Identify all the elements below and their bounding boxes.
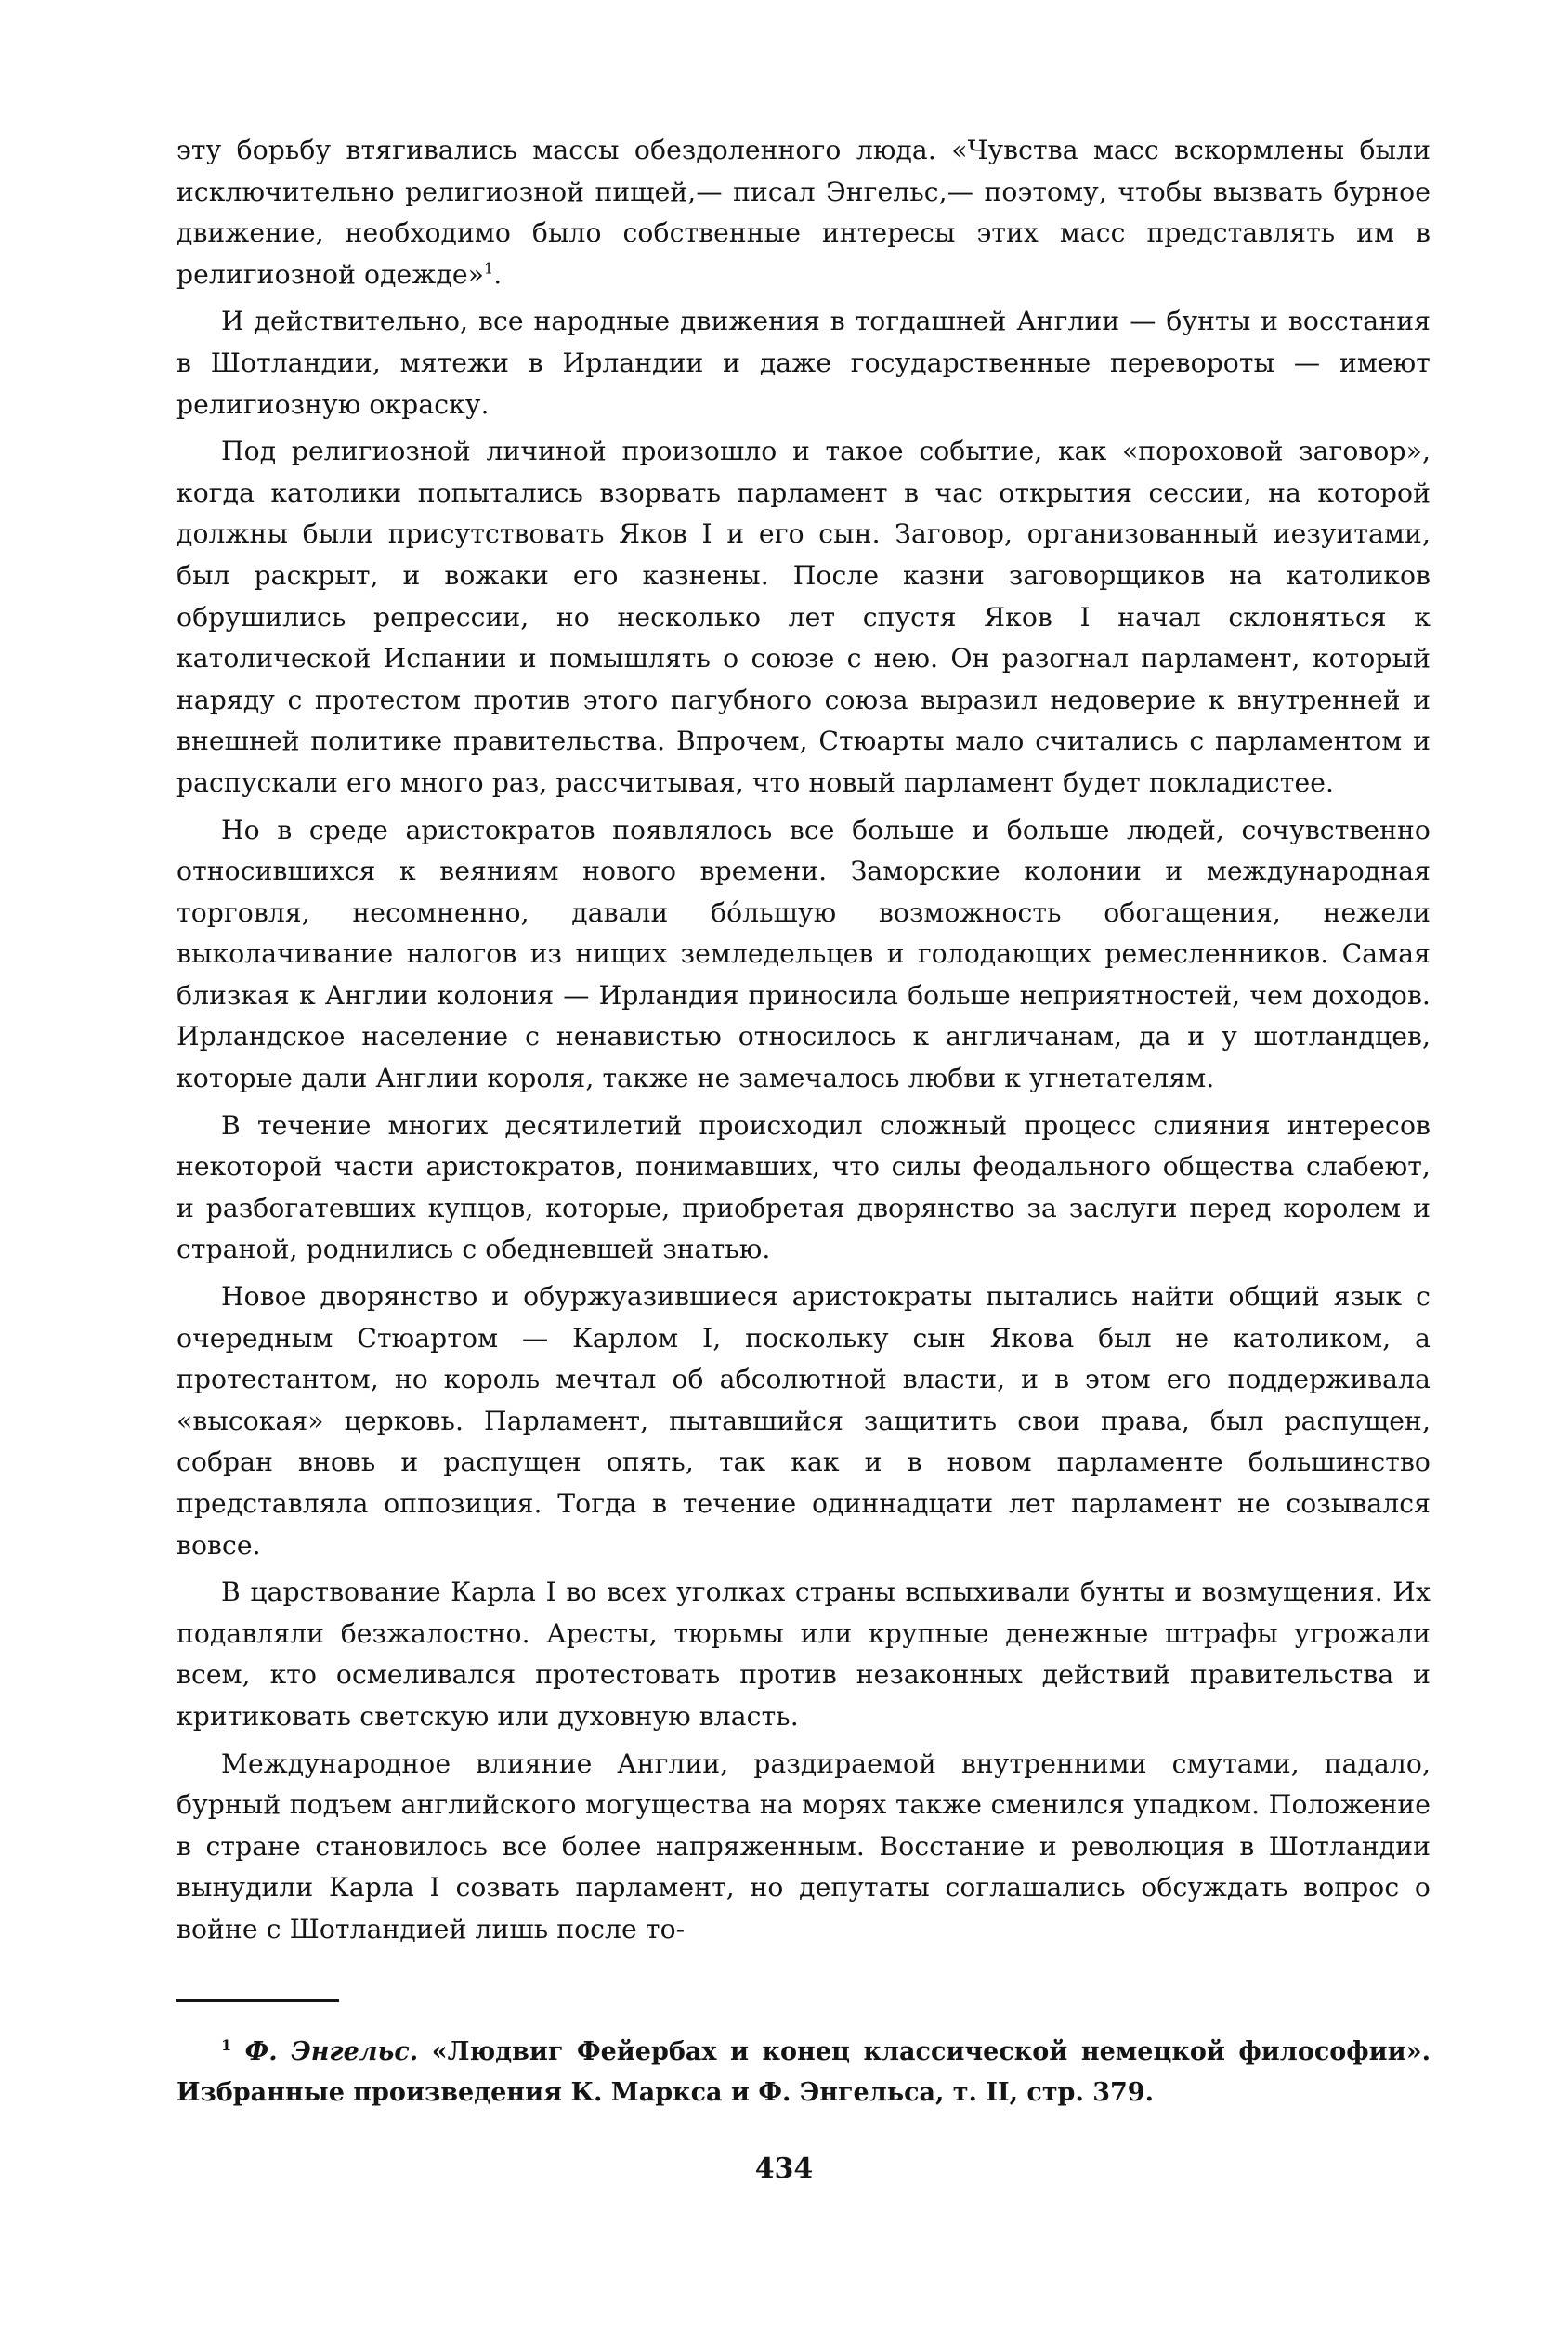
page-number: 434 bbox=[754, 2152, 814, 2185]
paragraph-6: Новое дворянство и обуржуазившиеся аристократы пытались найти общий язык с очередным Стюартом — Карлом I, поскольку сын Якова был не католиком, а протестантом, но король мечтал об абсолютной власти, и в этом его поддерживала «высокая» церковь. Парламент, пытавшийся защитить свои права, был распущен, собран вновь и распущен опять, так как и в новом парламенте большинство представляла оппозиция. Тогда в течение одиннадцати лет парламент не созывался вовсе. bbox=[176, 1281, 1431, 1561]
paragraph-7: В царствование Карла I во всех уголках страны вспыхивали бунты и возмущения. Их подавляли безжалостно. Аресты, тюрьмы или крупные денежные штрафы угрожали всем, кто осмеливался протестовать против незаконных действий правительства и критиковать светскую или духовную власть. bbox=[176, 1577, 1431, 1732]
paragraph-text: эту борьбу втягивались массы обездоленного люда. «Чувства масс вскормлены были исключительно религиозной пищей,— писал Энгельс,— поэтому, чтобы вызвать бурное движение, необходимо было собственные интересы этих масс представлять им в религиозной одежде» bbox=[176, 135, 1431, 290]
paragraph-5: В течение многих десятилетий происходил сложный процесс слияния интересов некоторой части аристократов, понимавших, что силы феодального общества слабеют, и разбогатевших купцов, которые, приобретая дворянство за заслуги перед королем и страной, роднились с обедневшей знатью. bbox=[176, 1109, 1431, 1265]
paragraph-2: И действительно, все народные движения в тогдашней Англии — бунты и восстания в Шотландии, мятежи в Ирландии и даже государственные перевороты — имеют религиозную окраску. bbox=[176, 306, 1431, 420]
footnote-text: «Людвиг Фейербах и конец классической немецкой философии». Избранные произведения К. Маркса и Ф. Энгельса, т. II, стр. 379. bbox=[176, 2036, 1431, 2107]
page-body bbox=[176, 130, 1431, 2113]
paragraph-3: Под религиозной личиной произошло и такое событие, как «пороховой заговор», когда католики попытались взорвать парламент в час открытия сессии, на которой должны были присутствовать Яков I и его сын. Заговор, организованный иезуитами, был раскрыт, и вожаки его казнены. После казни заговорщиков на католиков обрушились репрессии, но несколько лет спустя Яков I начал склоняться к католической Испании и помышлять о союзе с нею. Он разогнал парламент, который наряду с протестом против этого пагубного союза выразил недоверие к внутренней и внешней политике правительства. Впрочем, Стюарты мало считались с парламентом и распускали его много раз, рассчитывая, что новый парламент будет покладистее. bbox=[176, 436, 1431, 798]
footnote-ref[interactable]: 1 bbox=[483, 259, 494, 278]
paragraph-8: Международное влияние Англии, раздираемой внутренними смутами, падало, бурный подъем английского могущества на морях также сменился упадком. Положение в стране становилось все более напряженным. Восстание и революция в Шотландии вынудили Карла I созвать парламент, но депутаты соглашались обсуждать вопрос о войне с Шотландией лишь после то- bbox=[176, 1747, 1431, 1944]
footnote-divider bbox=[176, 1999, 339, 2002]
footnote-marker: 1 bbox=[221, 2035, 232, 2054]
paragraph-1 bbox=[176, 130, 1431, 295]
paragraph-4: Но в среде аристократов появлялось все больше и больше людей, сочувственно относившихся к веяниям нового времени. Заморские колонии и международная торговля, несомненно, давали бо́льшую возможность обогащения, нежели выколачивание налогов из нищих земледельцев и голодающих ремесленников. Самая близкая к Англии колония — Ирландия приносила больше неприятностей, чем доходов. Ирландское население с ненавистью относилось к англичанам, да и у шотландцев, которые дали Англии короля, также не замечалось любви к угнетателям. bbox=[176, 814, 1431, 1094]
paragraph-tail: . bbox=[493, 258, 503, 290]
footnote bbox=[176, 2032, 1431, 2113]
footnote-author: Ф. Энгельс. bbox=[244, 2036, 419, 2066]
